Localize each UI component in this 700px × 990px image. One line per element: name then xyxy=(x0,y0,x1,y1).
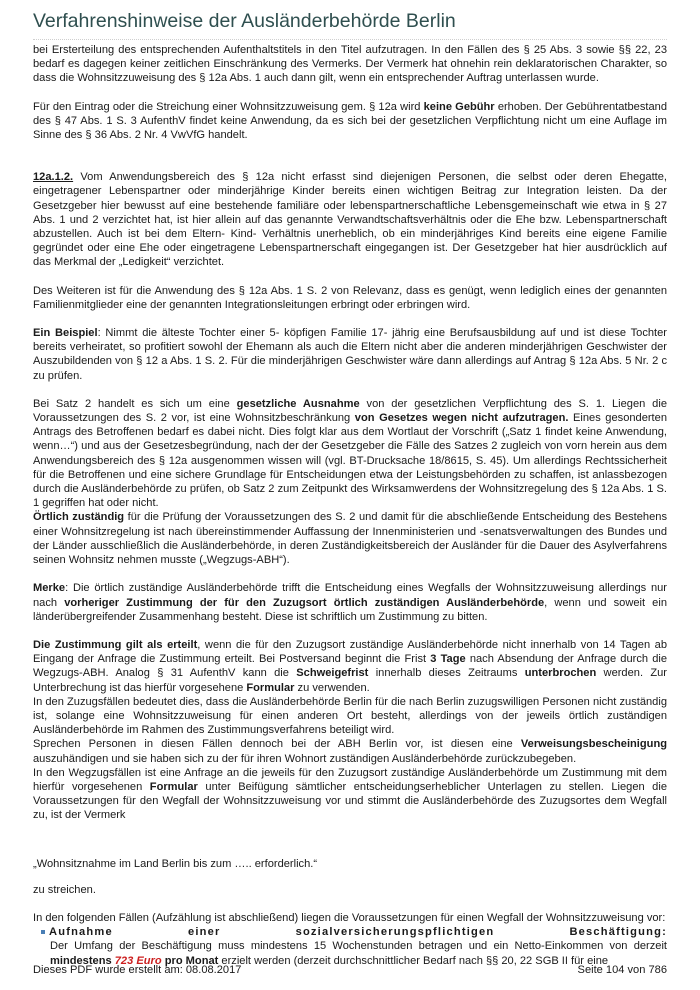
document-body xyxy=(33,43,667,968)
bullet-icon xyxy=(41,930,45,934)
paragraph-13: zu streichen. xyxy=(33,883,96,896)
paragraph-merke: Merke: Die örtlich zuständige Ausländerbehörde trifft die Entscheidung eines Wegfalls der Wohnsitzzuweisung allerdings nur nach vorheriger Zustimmung der für den Zuzugsort örtlich zuständigen Ausländerbehörde, wenn und soweit ein länderübergreifender Zusammenhang besteht. Diese ist schriftlich um Zustimmung zu bitten. xyxy=(33,582,667,623)
footer-created-date: Dieses PDF wurde erstellt am: 08.08.2017 xyxy=(33,964,242,976)
bullet-title: Aufnahme einer sozialversicherungspflichtigen Beschäftigung: xyxy=(49,926,667,939)
footer-page-number: Seite 104 von 786 xyxy=(577,964,667,976)
paragraph-4: Des Weiteren ist für die Anwendung des § 12a Abs. 1 S. 2 von Relevanz, dass es genügt, wenn lediglich eines der genannten Familienmitglieder eine der genannten Integrationsleitungen erbringt oder erbringen wird. xyxy=(33,284,667,311)
paragraph-9: Die Zustimmung gilt als erteilt, wenn die für den Zuzugsort zuständige Ausländerbehörde nicht innerhalb von 14 Tagen ab Eingang der Anfrage die Zustimmung erteilt. Bei Postversand beginnt die Frist 3 Tage nach Absendung der Anfrage durch die Wegzugs-ABH. Analog § 31 AufenthV kann die Schweigefrist innerhalb dieses Zeitraums unterbrochen werden. Zur Unterbrechung ist das hierfür vorgesehene Formular zu verwenden. xyxy=(33,638,668,694)
paragraph-7: Örtlich zuständig für die Prüfung der Voraussetzungen des S. 2 und damit für die abschließende Entscheidung des Bestehens einer Wohnsitzregelung ist nach übereinstimmender Auffassung der Innenministerien und -senatsverwaltungen des Bundes und der Länder ausschließlich die Ausländerbehörde, in deren Zuständigkeitsbereich der Ausländer für die Dauer des Asylverfahrens seinen Wohnsitz nehmen musste („Wegzugs-ABH“). xyxy=(33,511,667,567)
page-header-title: Verfahrenshinweise der Ausländerbehörde Berlin xyxy=(33,10,667,40)
amount-highlight: 723 Euro xyxy=(114,954,162,967)
quoted-note: „Wohnsitznahme im Land Berlin bis zum ….. erforderlich.“ xyxy=(33,857,318,870)
paragraph-1: bei Ersterteilung des entsprechenden Aufenthaltstitels in den Titel aufzutragen. In den Fällen des § 25 Abs. 3 sowie §§ 22, 23 bedarf es dagegen keiner zeitlichen Einschränkung des Vermerks. Der Vermerk hat ohnehin rein deklaratorischen Charakter, so dass die Wohnsitzzuweisung des § 12a Abs. 1 auch dann gilt, wenn ein entsprechender Auftrag unterlassen wurde. xyxy=(33,44,667,85)
paragraph-10: In den Zuzugsfällen bedeutet dies, dass die Ausländerbehörde Berlin für die nach Berlin zuzugswilligen Personen nicht zuständig ist, solange eine Wohnsitzzuweisung für einen anderen Ort besteht, allerdings von der jeweils örtlich zuständigen Ausländerbehörde im Rahmen des Zustimmungsverfahrens beteiligt wird. xyxy=(33,695,667,737)
page-footer xyxy=(33,964,667,976)
bullet-body: Der Umfang der Beschäftigung muss mindestens 15 Wochenstunden betragen und ein Netto-Einkommen von derzeit mindestens 723 Euro pro Monat erzielt werden (derzeit durchschnittlicher Bedarf nach §§ 20, 22 SGB II für eine xyxy=(50,940,667,967)
paragraph-14: In den folgenden Fällen (Aufzählung ist abschließend) liegen die Voraussetzungen für einen Wegfall der Wohnsitzzuweisung vor: xyxy=(33,911,666,924)
list-item xyxy=(33,925,667,939)
paragraph-12: In den Wegzugsfällen ist eine Anfrage an die jeweils für den Zuzugsort zuständige Ausländerbehörde um Zustimmung mit dem hierfür vorgesehenen Formular unter Beifügung sämtlicher entscheidungserheblicher Unterlagen zu stellen. Liegen die Voraussetzungen für den Wegfall der Wohnsitzzuweisung vor und stimmt die Ausländerbehörde des Zuzugsortes dem Wegfall zu, ist der Vermerk xyxy=(33,766,667,822)
section-number: 12a.1.2. xyxy=(33,171,74,184)
paragraph-2: Für den Eintrag oder die Streichung einer Wohnsitzzuweisung gem. § 12a wird keine Gebühr erhoben. Der Gebührentatbestand des § 47 Abs. 1 S. 3 AufenthV findet keine Anwendung, da es sich bei der gesetzlichen Verpflichtung nicht um eine Auflage im Sinne des § 36 Abs. 2 Nr. 4 VwVfG handelt. xyxy=(33,100,667,142)
paragraph-example: Ein Beispiel: Nimmt die älteste Tochter einer 5- köpfigen Familie 17- jährig eine Berufsausbildung auf und ist diese Tochter bereits verheiratet, so profitiert sowohl der Ehemann als auch die Eltern nicht aber die anderen minderjährigen Geschwister der Auszubildenden von § 12 a Abs. 1 S. 2. Für die minderjährigen Geschwister wäre dann allerdings auf Antrag § 12a Abs. 5 Nr. 2 c zu prüfen. xyxy=(33,327,667,382)
paragraph-11: Sprechen Personen in diesen Fällen dennoch bei der ABH Berlin vor, ist diesen eine Verweisungsbescheinigung auszuhändigen und sie haben sich zu der für ihren Wohnort zuständigen Ausländerbehörde zurückzubegeben. xyxy=(33,738,667,765)
paragraph-12a-1-2: 12a.1.2. Vom Anwendungsbereich des § 12a nicht erfasst sind diejenigen Personen, die selbst oder deren Ehegatte, eingetragener Lebenspartner oder minderjährige Kinder bereits einen wichtigen Beitrag zur Integration leisten. Da der Gesetzgeber hier bewusst auf eine bestehende familiäre oder lebenspartnerschaftliche Lebensgemeinschaft wie etwa in § 27 Abs. 1 und 2 verzichtet hat, ist hier allein auf das genannte Verwandtschaftsverhältnis oder die Ehe bzw. Lebenspartnerschaft abzustellen. Auch ist bei dem Eltern- Kind- Verhältnis unerheblich, ob ein minderjähriges Kind bereits eine eigene Familie gegründet oder eine Ehe oder eingetragene Lebenspartnerschaft eingegangen ist. Der Gesetzgeber hat hier ausdrücklich auf das Merkmal der „Ledigkeit“ verzichtet. xyxy=(33,171,667,269)
paragraph-6: Bei Satz 2 handelt es sich um eine gesetzliche Ausnahme von der gesetzlichen Verpflichtung des S. 1. Liegen die Voraussetzungen des S. 2 vor, ist eine Wohnsitzbeschränkung von Gesetzes wegen nicht aufzutragen. Eines gesonderten Antrags des Betroffenen bedarf es dabei nicht. Dies folgt klar aus dem Wortlaut der Vorschrift („Satz 1 findet keine Anwendung, wenn…“) und aus der Gesetzesbegründung, nach der der Gesetzgeber die Fälle des Satzes 2 zugleich von vorn herein aus dem Anwendungsbereich des § 12a ausgenommen wissen will (vgl. BT-Drucksache 18/8615, S. 45). Um allerdings Rechtssicherheit für die Betroffenen und eine sichere Grundlage für Entscheidungen etwa der Leistungsbehörden zu schaffen, ist anlassbezogen durch die Ausländerbehörde zu prüfen, ob Satz 2 zum Zeitpunkt des Wirksamwerdens der Wohnsitzregelung des § 12a Abs. 1 S. 1 gegriffen hat oder nicht. xyxy=(33,397,667,510)
